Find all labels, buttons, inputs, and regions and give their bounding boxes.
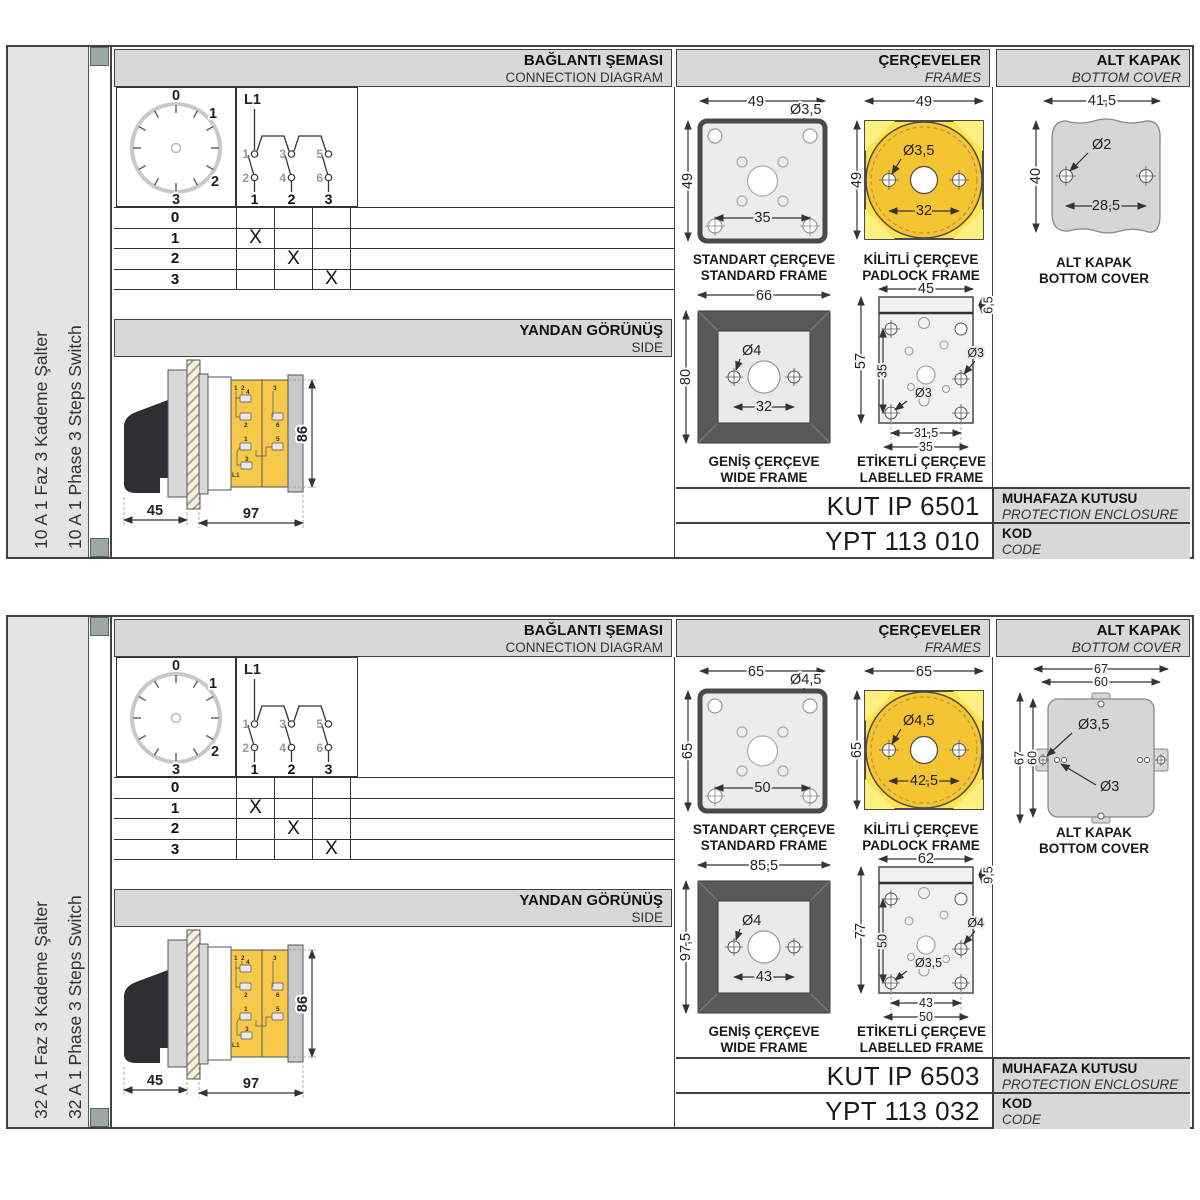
mark-cell — [313, 799, 351, 819]
mark-cell: X — [313, 840, 351, 860]
standard-frame-label — [678, 252, 850, 283]
label-tr: KOD — [1002, 1096, 1032, 1111]
frames-header — [676, 49, 990, 87]
shaft-housing — [208, 377, 231, 490]
mark-cell — [275, 229, 313, 249]
header-title-tr: ÇERÇEVELER — [878, 52, 981, 69]
step-label: 0 — [114, 208, 237, 228]
front-plate — [168, 940, 187, 1067]
header-title-en: CONNECTION DIAGRAM — [505, 640, 663, 655]
label-en: PROTECTION ENCLOSURE — [1002, 1077, 1179, 1092]
frame-name-en: LABELLED FRAME — [859, 1039, 984, 1055]
frame-name-en: WIDE FRAME — [720, 1039, 808, 1055]
wide-frame-drawing — [678, 285, 850, 451]
product-code-label — [992, 524, 1190, 559]
bottom-cover-drawing — [1004, 661, 1184, 821]
table-row — [114, 778, 674, 799]
mark-cell — [237, 249, 275, 269]
header-title-en: BOTTOM COVER — [1071, 640, 1181, 655]
svg-text:2: 2 — [241, 385, 245, 392]
svg-text:5: 5 — [316, 147, 323, 161]
product-code-row — [676, 522, 1190, 559]
header-title-tr: ÇERÇEVELER — [878, 622, 981, 639]
connection-diagram-header — [114, 619, 672, 657]
step-label: 1 — [114, 229, 237, 249]
hole-dia-label: Ø3,5 — [790, 102, 822, 118]
svg-text:2: 2 — [244, 422, 248, 429]
svg-text:3: 3 — [245, 456, 249, 463]
dim-width: 65 — [915, 664, 933, 680]
circuit-diagram — [236, 87, 358, 207]
table-row — [114, 208, 674, 229]
mount-plate — [199, 944, 208, 1064]
frame-name-tr: ETİKETLİ ÇERÇEVE — [856, 1024, 986, 1039]
dim-height: 57 — [852, 352, 869, 370]
hole-dia-label: Ø4 — [742, 913, 762, 929]
header-title-en: SIDE — [631, 340, 663, 355]
mark-cell: X — [237, 799, 275, 819]
dim-body: 97 — [242, 506, 260, 522]
wide-frame-label — [678, 454, 850, 485]
svg-text:2: 2 — [241, 955, 245, 962]
center-hole — [748, 361, 780, 393]
header-title-tr: BAĞLANTI ŞEMASI — [523, 52, 663, 69]
dial-pos-1: 1 — [208, 106, 218, 122]
frame-name-tr: STANDART ÇERÇEVE — [692, 822, 836, 837]
dial-pos-1: 1 — [208, 676, 218, 692]
dim-w2: 60 — [1094, 675, 1108, 689]
dim-height: 65 — [848, 741, 865, 759]
dial-pos-3: 3 — [171, 762, 181, 778]
front-plate — [168, 370, 187, 497]
mark-cell — [313, 819, 351, 839]
center-hole — [917, 936, 935, 954]
dim-width: 66 — [755, 288, 773, 304]
dim-height: 86 — [295, 995, 311, 1013]
dim-front: 45 — [146, 503, 164, 519]
output-numbers — [251, 191, 333, 207]
svg-text:2: 2 — [287, 191, 296, 207]
frame-name-en: LABELLED FRAME — [859, 469, 984, 485]
center-hole — [911, 167, 938, 194]
frame-name-tr: KİLİTLİ ÇERÇEVE — [863, 822, 979, 837]
switch-body — [231, 380, 288, 487]
center-hole — [748, 931, 780, 963]
step-label: 0 — [114, 778, 237, 798]
svg-text:3: 3 — [324, 761, 333, 777]
bottom-cover-header — [996, 49, 1190, 87]
side-view-drawing — [116, 357, 672, 557]
dim-inner: 50 — [754, 780, 771, 796]
cover-caption-en: BOTTOM COVER — [1038, 840, 1149, 856]
dim-width: 65 — [747, 664, 765, 680]
cover-caption-tr: ALT KAPAK — [1056, 825, 1132, 840]
column-divider — [674, 87, 675, 557]
svg-text:5: 5 — [276, 436, 280, 443]
hole-dia-label: Ø4,5 — [790, 672, 822, 688]
phase-label: L1 — [244, 92, 261, 108]
dim-h2: 60 — [1025, 751, 1040, 765]
mark-cell — [313, 229, 351, 249]
dim-inner-w: 31,5 — [913, 426, 939, 440]
svg-text:1: 1 — [242, 717, 249, 731]
frame-name-tr: GENİŞ ÇERÇEVE — [708, 454, 820, 469]
svg-text:2: 2 — [244, 992, 248, 999]
mount-plate — [199, 374, 208, 494]
binder-mark — [90, 47, 109, 66]
mark-cell — [313, 778, 351, 798]
mark-cell — [275, 778, 313, 798]
dim-body: 97 — [242, 1076, 260, 1092]
product-code-value: YPT 113 010 — [825, 526, 980, 556]
shaft-housing — [208, 947, 231, 1060]
labelled-frame-drawing — [851, 851, 996, 1024]
dim-inner: 32 — [755, 399, 773, 415]
table-row — [114, 249, 674, 270]
mark-cell — [237, 778, 275, 798]
frames-header — [676, 619, 990, 657]
dial-pos-2: 2 — [210, 744, 220, 760]
svg-text:1: 1 — [244, 1006, 248, 1013]
hole2-label: Ø3 — [1100, 779, 1120, 795]
svg-text:2: 2 — [287, 761, 296, 777]
dim-width: 49 — [747, 94, 765, 110]
svg-text:5: 5 — [276, 1006, 280, 1013]
dim-outer-w: 35 — [919, 440, 933, 454]
frame-name-en: PADLOCK FRAME — [862, 837, 980, 853]
step-label: 3 — [114, 840, 237, 860]
side-view-header — [114, 319, 672, 357]
header-title-en: CONNECTION DIAGRAM — [505, 70, 663, 85]
empty-cell — [351, 799, 674, 819]
step-label: 3 — [114, 270, 237, 290]
label-tr: MUHAFAZA KUTUSU — [1002, 1061, 1138, 1076]
dim-width: 85,5 — [749, 858, 779, 874]
frame-name-tr: ETİKETLİ ÇERÇEVE — [856, 454, 986, 469]
svg-text:1: 1 — [244, 436, 248, 443]
frame-name-tr: KİLİTLİ ÇERÇEVE — [863, 252, 979, 267]
standard-frame-drawing — [678, 661, 850, 821]
cover-caption-tr: ALT KAPAK — [1056, 255, 1132, 270]
dim-inner: 28,5 — [1091, 198, 1121, 214]
dim-height: 40 — [1027, 167, 1044, 185]
padlock-frame-drawing — [848, 91, 991, 251]
dim-inner-h: 50 — [875, 934, 890, 948]
dim-inner-w: 43 — [919, 996, 933, 1010]
bottom-cover-caption — [1004, 825, 1184, 856]
mark-cell — [237, 819, 275, 839]
svg-text:6: 6 — [276, 422, 280, 429]
step-label: 1 — [114, 799, 237, 819]
frame-name-en: PADLOCK FRAME — [862, 267, 980, 283]
center-hole — [911, 737, 938, 764]
label-tr: MUHAFAZA KUTUSU — [1002, 491, 1138, 506]
header-title-en: FRAMES — [924, 640, 981, 655]
side-view-drawing — [116, 927, 672, 1127]
hole-dia-label: Ø4,5 — [903, 713, 935, 729]
mark-cell: X — [275, 819, 313, 839]
svg-text:2: 2 — [242, 171, 249, 185]
enclosure-code-label — [992, 489, 1190, 524]
mark-cell — [275, 840, 313, 860]
svg-text:3: 3 — [324, 191, 333, 207]
svg-text:6: 6 — [316, 741, 323, 755]
enclosure-code-label — [992, 1059, 1190, 1094]
dim-inner: 32 — [915, 203, 933, 219]
mark-cell — [275, 208, 313, 228]
enclosure-code-row — [676, 1057, 1190, 1094]
svg-text:2: 2 — [242, 741, 249, 755]
switch-handle — [124, 400, 168, 493]
steps-table — [114, 777, 674, 860]
table-row — [114, 819, 674, 840]
table-row — [114, 799, 674, 820]
dim-width: 41,5 — [1087, 93, 1117, 109]
dim-inner-h: 35 — [875, 364, 890, 378]
hole-dia-label: Ø3,5 — [903, 143, 935, 159]
mark-cell: X — [313, 270, 351, 290]
product-code-value: YPT 113 032 — [825, 1096, 980, 1126]
dim-height: 77 — [852, 922, 869, 940]
svg-text:L1: L1 — [232, 1042, 240, 1049]
labelled-frame-drawing — [851, 281, 996, 454]
empty-cell — [351, 819, 674, 839]
connection-diagram-header — [114, 49, 672, 87]
label-en: CODE — [1002, 542, 1042, 557]
step-label: 2 — [114, 819, 237, 839]
section-sidebar — [8, 617, 89, 1127]
phase-label: L1 — [244, 662, 261, 678]
mark-cell — [237, 840, 275, 860]
enclosure-code-value: KUT IP 6501 — [826, 491, 980, 521]
empty-cell — [351, 229, 674, 249]
frame-name-tr: GENİŞ ÇERÇEVE — [708, 1024, 820, 1039]
side-view-header — [114, 889, 672, 927]
dim-w1: 67 — [1094, 662, 1108, 676]
center-hole — [748, 166, 778, 196]
svg-text:3: 3 — [273, 385, 277, 392]
product-code-label — [992, 1094, 1190, 1129]
frame-name-tr: STANDART ÇERÇEVE — [692, 252, 836, 267]
standard-frame-label — [678, 822, 850, 853]
section-content — [110, 617, 1192, 1127]
standard-frame-drawing — [678, 91, 850, 251]
steps-table — [114, 207, 674, 290]
center-hole — [917, 366, 935, 384]
label-tr: KOD — [1002, 526, 1032, 541]
bottom-cover-caption — [1004, 255, 1184, 286]
dim-front: 45 — [146, 1073, 164, 1089]
svg-text:1: 1 — [250, 761, 259, 777]
dial-pos-3: 3 — [171, 192, 181, 208]
header-title-tr: YANDAN GÖRÜNÜŞ — [519, 892, 663, 909]
dim-strip: 6,5 — [981, 296, 996, 314]
header-title-tr: BAĞLANTI ŞEMASI — [523, 622, 663, 639]
panel-hatch — [187, 360, 200, 509]
frame-name-en: WIDE FRAME — [720, 469, 808, 485]
mark-cell: X — [237, 229, 275, 249]
header-title-tr: ALT KAPAK — [1096, 622, 1181, 639]
svg-text:1: 1 — [250, 191, 259, 207]
product-section-10a — [6, 45, 1194, 559]
dim-height: 49 — [679, 172, 696, 190]
product-title-tr: 10 A 1 Faz 3 Kademe Şalter — [31, 331, 51, 549]
switch-dial-drawing — [116, 657, 236, 777]
wide-frame-drawing — [678, 855, 850, 1021]
dim-width: 62 — [917, 851, 935, 867]
svg-text:4: 4 — [246, 959, 250, 966]
panel-hatch — [187, 930, 200, 1079]
hole1-label: Ø3,5 — [1078, 717, 1110, 733]
product-title-tr: 32 A 1 Faz 3 Kademe Şalter — [31, 901, 51, 1119]
center-hole — [748, 736, 778, 766]
dim-height: 80 — [677, 368, 694, 386]
svg-text:3: 3 — [279, 717, 286, 731]
hole-bottom-label: Ø3,5 — [915, 956, 943, 970]
product-code-row — [676, 1092, 1190, 1129]
labelled-frame-label — [851, 1024, 992, 1055]
cover-caption-en: BOTTOM COVER — [1038, 270, 1149, 286]
table-row — [114, 840, 674, 861]
svg-text:4: 4 — [246, 389, 250, 396]
product-title-en: 32 A 1 Phase 3 Steps Switch — [65, 895, 85, 1119]
empty-cell — [351, 270, 674, 290]
svg-text:L1: L1 — [232, 472, 240, 479]
binder-mark — [90, 1108, 109, 1127]
label-en: PROTECTION ENCLOSURE — [1002, 507, 1179, 522]
padlock-frame-label — [851, 252, 991, 283]
product-section-32a — [6, 615, 1194, 1129]
enclosure-code-row — [676, 487, 1190, 524]
mark-cell — [237, 208, 275, 228]
header-title-en: SIDE — [631, 910, 663, 925]
dim-outer-w: 50 — [919, 1010, 933, 1024]
empty-cell — [351, 778, 674, 798]
hole-dia-label: Ø2 — [1092, 137, 1112, 153]
mark-cell — [313, 208, 351, 228]
empty-cell — [351, 249, 674, 269]
svg-text:3: 3 — [279, 147, 286, 161]
column-divider — [674, 657, 675, 1127]
mark-cell — [275, 799, 313, 819]
svg-text:5: 5 — [316, 717, 323, 731]
label-en: CODE — [1002, 1112, 1042, 1127]
product-title-en: 10 A 1 Phase 3 Steps Switch — [65, 325, 85, 549]
padlock-frame-label — [851, 822, 991, 853]
dim-inner: 35 — [754, 210, 771, 226]
padlock-frame-drawing — [848, 661, 991, 821]
dim-width: 45 — [917, 281, 935, 297]
hole-bottom-label: Ø3 — [915, 386, 932, 400]
dim-height: 86 — [295, 425, 311, 443]
svg-text:1: 1 — [242, 147, 249, 161]
svg-text:1: 1 — [234, 955, 238, 962]
mark-cell — [313, 249, 351, 269]
binder-mark — [90, 617, 109, 636]
svg-text:3: 3 — [273, 955, 277, 962]
empty-cell — [351, 840, 674, 860]
header-title-en: BOTTOM COVER — [1071, 70, 1181, 85]
dim-height: 65 — [679, 742, 696, 760]
mark-cell — [237, 270, 275, 290]
dim-inner: 43 — [755, 969, 773, 985]
bottom-cover-header — [996, 619, 1190, 657]
frame-name-en: STANDARD FRAME — [700, 267, 828, 283]
mark-cell — [275, 270, 313, 290]
dim-height: 97,5 — [677, 932, 694, 962]
svg-text:6: 6 — [276, 992, 280, 999]
table-row — [114, 270, 674, 291]
svg-text:6: 6 — [316, 171, 323, 185]
hole-right-label: Ø3 — [967, 346, 984, 360]
section-sidebar — [8, 47, 89, 557]
hole-right-label: Ø4 — [967, 916, 984, 930]
dim-strip: 9,5 — [981, 866, 996, 884]
table-row — [114, 229, 674, 250]
dial-pos-0: 0 — [171, 88, 181, 104]
output-numbers — [251, 761, 333, 777]
enclosure-code-value: KUT IP 6503 — [826, 1061, 980, 1091]
svg-text:4: 4 — [279, 171, 286, 185]
svg-text:4: 4 — [279, 741, 286, 755]
step-label: 2 — [114, 249, 237, 269]
dim-inner: 42,5 — [909, 773, 939, 789]
header-title-tr: ALT KAPAK — [1096, 52, 1181, 69]
mark-cell: X — [275, 249, 313, 269]
switch-dial-drawing — [116, 87, 236, 207]
circuit-diagram — [236, 657, 358, 777]
hole-dia-label: Ø4 — [742, 343, 762, 359]
bottom-cover-drawing — [1004, 91, 1184, 251]
dim-width: 49 — [915, 94, 933, 110]
binder-mark — [90, 538, 109, 557]
header-title-tr: YANDAN GÖRÜNÜŞ — [519, 322, 663, 339]
header-title-en: FRAMES — [924, 70, 981, 85]
dial-pos-0: 0 — [171, 658, 181, 674]
dim-h1: 67 — [1012, 751, 1027, 765]
dim-height: 49 — [848, 171, 865, 189]
empty-cell — [351, 208, 674, 228]
section-content — [110, 47, 1192, 557]
svg-text:1: 1 — [234, 385, 238, 392]
dial-pos-2: 2 — [210, 174, 220, 190]
wide-frame-label — [678, 1024, 850, 1055]
switch-body — [231, 950, 288, 1057]
frame-name-en: STANDARD FRAME — [700, 837, 828, 853]
svg-text:3: 3 — [245, 1026, 249, 1033]
labelled-frame-label — [851, 454, 992, 485]
switch-handle — [124, 970, 168, 1063]
